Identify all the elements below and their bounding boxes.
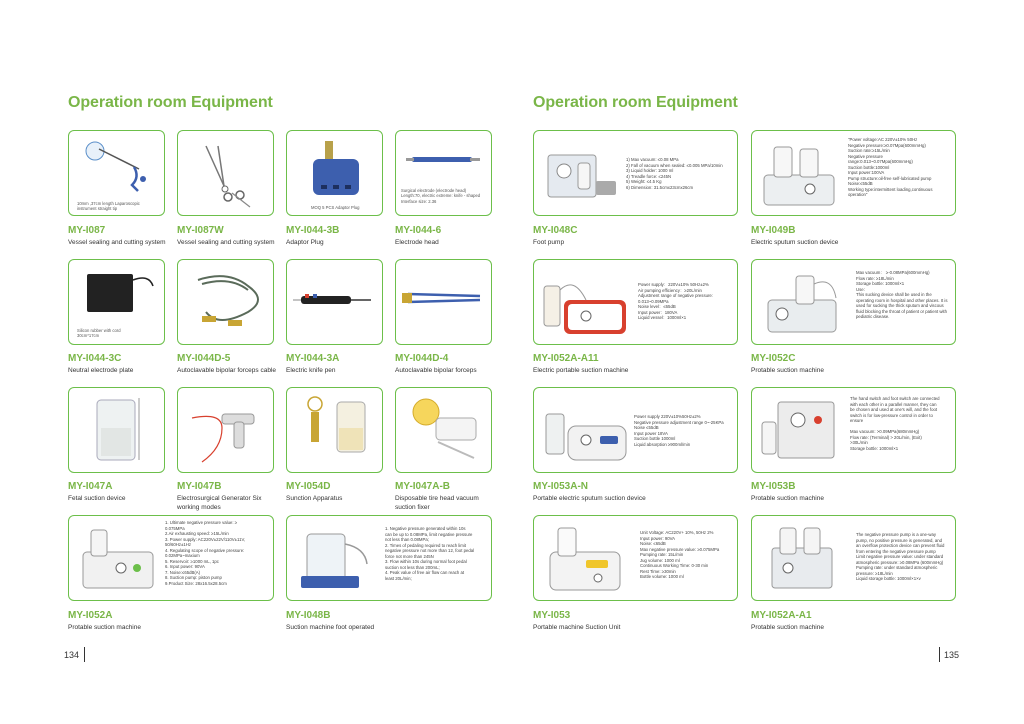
caption-my-i044-3c: Silicon rubber with cord 30cm*17cm [77, 328, 121, 339]
name-my-i048b: Suction machine foot operated [286, 624, 375, 631]
portable-suction-machine-image [69, 516, 165, 601]
model-my-i047a: MY-I047A [68, 481, 113, 492]
model-my-i044-3a: MY-I044-3A [286, 353, 340, 364]
name-my-i044-6: Electrode head [395, 239, 439, 246]
product-card-my-i054d[interactable] [286, 387, 383, 473]
product-card-my-i048c[interactable] [533, 130, 738, 216]
model-my-i087: MY-I087 [68, 225, 106, 236]
model-my-i048c: MY-I048C [533, 225, 578, 236]
spec-my-i053: Unit Voltage: AC220V+ 10%, 50Hz 2% Input power: 90VA Noise: ≤65dB Max negative pressure value: ≥0.075MPa Pumping rate: 15L/min Jug volume: 1000 ml Continuous Working Time: 0-30 min Rest Time: ≥30min Bottle volume: 1000 ml [640, 530, 720, 579]
product-card-my-i087w[interactable] [177, 130, 274, 216]
bipolar-forceps-image [396, 260, 492, 345]
product-card-my-i049b[interactable] [751, 130, 956, 216]
spec-my-i052a: 1. Ultimate negative pressure value: ≥ 0.075MPa 2.Air exhausting speed: ≥15L/min 3. Power supply: AC220V±22V/110V±11V, 50/60Hz±1Hz 4. Regulating scope of negative pressure: 0.02MPa~maxium 5. Reservoir: ≥1000 mL, 1pc 6. Input power: 90VA 7. Noise:≤65dB(A) 8. Suction pump: piston pump 9.Product Size: 28x16.5x28.5cm [165, 520, 246, 586]
vessel-sealer-image [178, 131, 274, 216]
spec-my-i048c: 1) Max vacuum: ≤0.08 MPa 2) Fall of vacuum when sealed: ≤0.005 MPa/10min 3) Liquid holder: 1000 ml 4) Treadle force: ≤245N 5) Weight: ≤4.5 Kg 6) Dimension: 31.5cmx23cmx26cm [626, 157, 723, 190]
model-my-i048b: MY-I048B [286, 610, 331, 621]
right-page-divider [939, 647, 940, 662]
name-my-i052a: Protable suction machine [68, 624, 141, 631]
product-card-my-i047a[interactable] [68, 387, 165, 473]
electric-knife-pen-image [287, 260, 383, 345]
model-my-i053: MY-I053 [533, 610, 571, 621]
left-page-number: 134 [64, 650, 80, 660]
model-my-i049b: MY-I049B [751, 225, 796, 236]
model-my-i052c: MY-I052C [751, 353, 796, 364]
product-card-my-i044-3a[interactable] [286, 259, 383, 345]
model-my-i052a: MY-I052A [68, 610, 113, 621]
name-my-i052a-a11: Electric portable suction machine [533, 367, 629, 374]
product-card-my-i044-6[interactable] [395, 130, 492, 216]
protable-suction-machine-image [752, 516, 852, 601]
product-card-my-i053[interactable] [533, 515, 738, 601]
name-my-i047a: Fetal suction device [68, 495, 126, 502]
name-my-i053a-n: Portable electric sputum suction device [533, 495, 646, 502]
model-my-i044d-5: MY-I044D-5 [177, 353, 231, 364]
model-my-i044-3b: MY-I044-3B [286, 225, 340, 236]
model-my-i047a-b: MY-I047A-B [395, 481, 451, 492]
model-my-i053a-n: MY-I053A-N [533, 481, 589, 492]
name-my-i044d-4: Autoclavable bipolar forceps [395, 367, 477, 374]
model-my-i047b: MY-I047B [177, 481, 222, 492]
product-card-my-i047b[interactable] [177, 387, 274, 473]
protable-suction-machine-image [752, 260, 852, 345]
spec-my-i053a-n: Power supply 220V±10%50Hz±2% Negative pressure adjustment range 0~-25KPa Noise ≤55dB Input power 18VA Suction bottle 1000ml Liquid absorption ≥900ml/min [634, 414, 724, 447]
bipolar-cable-image [178, 260, 274, 345]
model-my-i054d: MY-I054D [286, 481, 331, 492]
adaptor-plug-image [287, 131, 383, 216]
product-card-my-i044-3c[interactable] [68, 259, 165, 345]
spec-my-i052a-a11: Power supply：220V±10% 50Hz±2% Air pumping efficiency：≥20L/min Adjustment range of negative pressure： 0.013~0.09MPa Noise level：≤65dB Input power：180VA Liquid vessel：1000ml×1 [638, 282, 717, 320]
right-page-title: Operation room Equipment [533, 94, 738, 111]
name-my-i044-3b: Adaptor Plug [286, 239, 324, 246]
product-card-my-i044-3b[interactable] [286, 130, 383, 216]
spec-my-i053b: The hand switch and foot switch are connected with each other in a parallel manner, they can be chosen and used at one's will, and the foot switch is for low-pressure control in order to ensure Max vacuum: >0.09MPa(680mmHg) Flow rate: (Terminal) > 20L/min, (Exit) >30L/min Storage bottle: 1000ml×1 [850, 396, 940, 451]
vacuum-suction-fixer-image [396, 388, 492, 473]
left-page-title: Operation room Equipment [68, 94, 273, 111]
name-my-i047a-b: Disposable tire head vacuum suction fixer [395, 495, 479, 511]
name-my-i044d-5: Autoclavable bipolar forceps cable [177, 367, 277, 374]
foot-pump-image [534, 131, 624, 216]
product-card-my-i087[interactable] [68, 130, 165, 216]
name-my-i053b: Protable suction machine [751, 495, 824, 502]
name-my-i044-3a: Electric knife pen [286, 367, 336, 374]
fetal-suction-device-image [69, 388, 165, 473]
product-card-my-i052a-a11[interactable] [533, 259, 738, 345]
model-my-i052a-a11: MY-I052A-A11 [533, 353, 599, 364]
protable-suction-machine-image [752, 388, 852, 473]
name-my-i048c: Foot pump [533, 239, 565, 246]
product-card-my-i047a-b[interactable] [395, 387, 492, 473]
model-my-i044-6: MY-I044-6 [395, 225, 442, 236]
product-card-my-i053a-n[interactable] [533, 387, 738, 473]
name-my-i054d: Sunction Apparatus [286, 495, 343, 502]
product-card-my-i044d-4[interactable] [395, 259, 492, 345]
spec-my-i052c: Max vacuum： ≥-0.08MPa(600mmHg) Flow rate: ≥18L/min Storage bottle: 1000ml×1 Use: This sucking device shall be used in the operating room in hospital and other places. It is used for sucking the thick sputum and viscous fluid blocking the throat of patient or patient with pediatric disease. [856, 270, 948, 319]
name-my-i053: Portable machine Suction Unit [533, 624, 621, 631]
product-card-my-i044d-5[interactable] [177, 259, 274, 345]
portable-suction-unit-image [534, 516, 634, 601]
suction-apparatus-image [287, 388, 383, 473]
product-card-my-i052a-a1[interactable] [751, 515, 956, 601]
left-page-divider [84, 647, 85, 662]
electrosurgical-generator-image [178, 388, 274, 473]
name-my-i052c: Protable suction machine [751, 367, 824, 374]
product-card-my-i052c[interactable] [751, 259, 956, 345]
caption-my-i087: 10mm ,37cm length Laparoscopic instrument straight tip [77, 201, 140, 212]
foot-operated-suction-image [287, 516, 383, 601]
model-my-i087w: MY-I087W [177, 225, 224, 236]
name-my-i087: Vessel sealing and cutting system [68, 239, 166, 246]
name-my-i049b: Electric sputum suction device [751, 239, 839, 246]
model-my-i044d-4: MY-I044D-4 [395, 353, 449, 364]
name-my-i052a-a1: Protable suction machine [751, 624, 824, 631]
spec-my-i049b: "Power voltage:AC 220V±10% 50Hz Negative pressure:≥0.07Mpa(600mmHg) Suction rate:≥15L/min Negative pressure range:0.013~0.07Mpa(600mmHg) Suction bottle:1000ml Input power:100VA Pump structure:oil-free self-lubricated pump Noise:≤55dB Working type:intermittent loading,continuous operation" [848, 137, 933, 197]
model-my-i052a-a1: MY-I052A-A1 [751, 610, 812, 621]
sputum-suction-device-image [534, 388, 634, 473]
name-my-i087w: Vessel sealing and cutting system [177, 239, 275, 246]
spec-my-i048b: 1. Negative pressure generated within 10s can be up to 0.08MPa, limit negative pressure not less than 0.08MPa; 2. Times of pedaling required to reach limit negative pressure not more than 12, foot pedal force not more than 245N 3. Flow within 10s during normal foot pedal suction not less than 200mL; 4. Peak value of free air flow can reach at least 20L/min; [385, 526, 475, 581]
model-my-i044-3c: MY-I044-3C [68, 353, 122, 364]
name-my-i047b: Electrosurgical Generator Six working modes [177, 495, 262, 511]
spec-my-i052a-a1: The negative pressure pump is a one-way pump, no positive pressure is generated, and an overflow protection device can prevent fluid from entering the negative pressure pump Limit negative pressure value: under standard atmospheric pressure: ≥0.08MPa (600mmHg) Pumping rate: under standard atmospheric pressure: ≥18L/min Liquid storage bottle: 1000ml×1×v [856, 532, 945, 581]
product-card-my-i048b[interactable] [286, 515, 492, 601]
model-my-i053b: MY-I053B [751, 481, 796, 492]
electric-suction-machine-image [534, 260, 634, 345]
name-my-i044-3c: Neutral electrode plate [68, 367, 134, 374]
caption-my-i044-3b: MOQ 5 PCS Adaptor Plug [311, 205, 360, 210]
product-card-my-i053b[interactable] [751, 387, 956, 473]
right-page-number: 135 [944, 650, 960, 660]
caption-my-i044-6: Surgical electrode (electrode head) Length:70, electric extreme: knife - shaped Interface size: 2.36 [401, 188, 481, 204]
sputum-suction-device-image [752, 131, 842, 216]
product-card-my-i052a[interactable] [68, 515, 274, 601]
